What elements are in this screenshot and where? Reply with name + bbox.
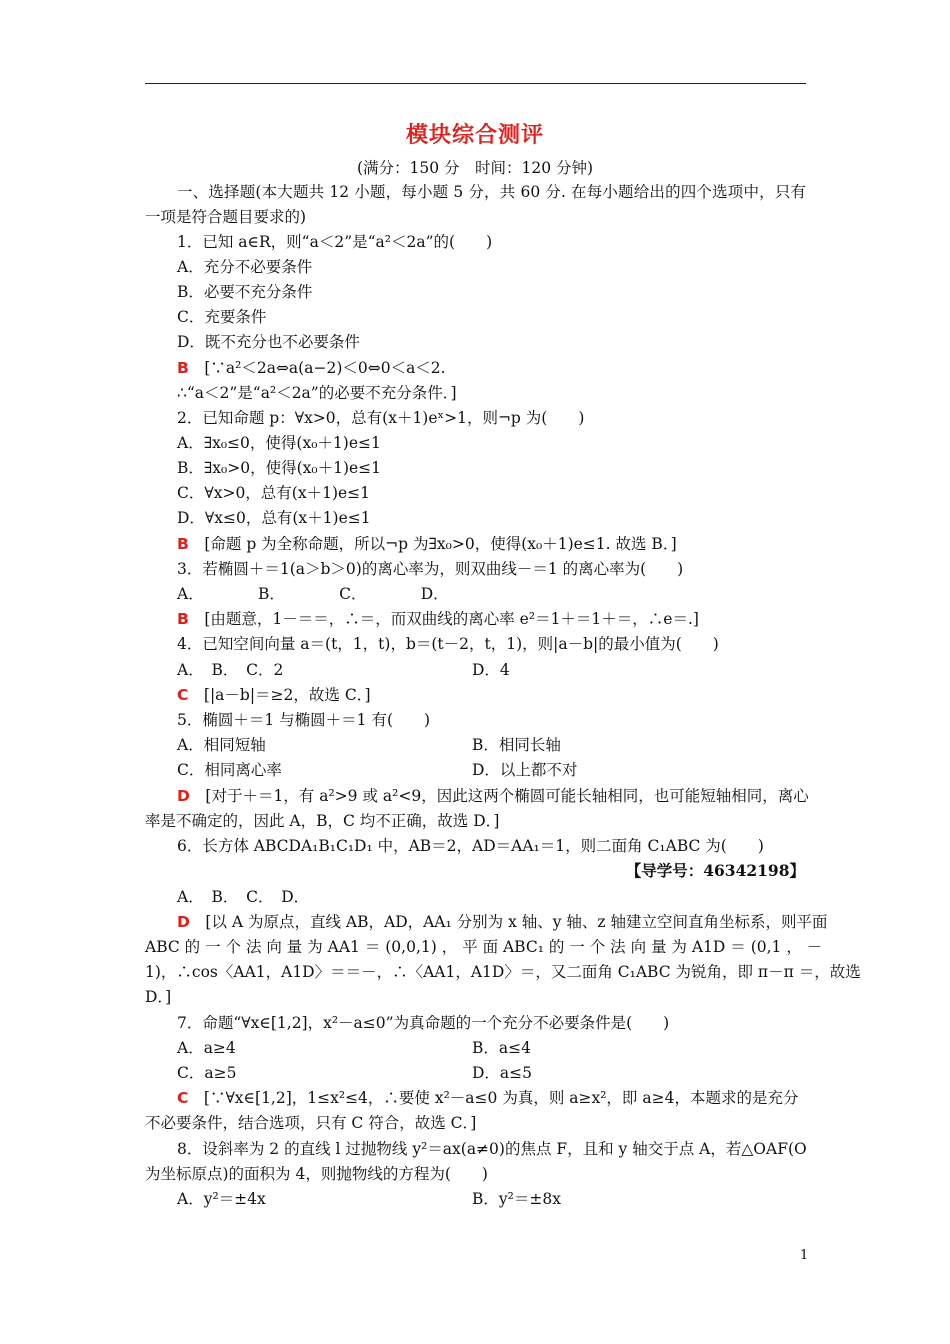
solution-text: [以 A 为原点，直线 AB，AD，AA₁ 分别为 x 轴、y 轴、z 轴建立空间直角坐标系，则平面	[205, 913, 828, 931]
page-title: 模块综合测评	[405, 123, 544, 148]
question-8: 8．设斜率为 2 的直线 l 过抛物线 y²＝ax(a≠0)的焦点 F，且和 y 轴交于点 A，若△OAF(O	[177, 1140, 807, 1158]
q5-option-a: A．相同短轴	[177, 736, 266, 754]
q1-option-b: B．必要不充分条件	[177, 283, 313, 301]
q5-solution	[177, 785, 809, 807]
q2-option-a: A．∃x₀≤0，使得(x₀＋1)e≤1	[177, 434, 381, 452]
solution-text: [|a－b|＝≥2，故选 C．]	[203, 686, 371, 704]
q8-option-a: A．y²＝±4x	[177, 1190, 266, 1208]
section-intro: 一、选择题(本大题共 12 小题，每小题 5 分，共 60 分. 在每小题给出的四个选项中，只有	[177, 183, 806, 201]
q1-solution	[177, 357, 446, 379]
q3-solution	[177, 608, 699, 630]
q2-option-d: D．∀x≤0，总有(x＋1)e≤1	[177, 509, 371, 527]
q4-option-d: D．4	[472, 661, 510, 679]
answer-letter: D	[177, 913, 190, 931]
q5-solution-cont: 率是不确定的，因此 A，B，C 均不正确，故选 D．]	[145, 812, 500, 830]
q1-solution-cont: ∴“a＜2”是“a²＜2a”的必要不充分条件．]	[177, 384, 457, 402]
page-number: 1	[800, 1248, 809, 1263]
solution-text: [命题 p 为全称命题，所以¬p 为∃x₀>0，使得(x₀＋1)e≤1. 故选 B．]	[204, 535, 677, 553]
q1-option-d: D．既不充分也不必要条件	[177, 333, 360, 351]
answer-letter: B	[177, 610, 189, 628]
q4-solution	[177, 684, 371, 706]
q6-solution-cont-1: ABC 的 一 个 法 向 量 为 AA1 ＝ (0,0,1) ， 平 面 ABC₁ 的 一 个 法 向 量 为 A1D ＝ (0,1 ， －	[145, 938, 823, 956]
q6-options: A． B． C． D．	[177, 888, 310, 906]
header-rule	[145, 83, 806, 84]
q7-solution-cont: 不必要条件，结合选项，只有 C 符合，故选 C．]	[145, 1114, 477, 1132]
question-6: 6．长方体 ABCDA₁B₁C₁D₁ 中，AB＝2，AD＝AA₁＝1，则二面角 C₁ABC 为( )	[177, 837, 764, 855]
question-7: 7．命题“∀x∈[1,2]，x²－a≤0”为真命题的一个充分不必要条件是( )	[177, 1014, 670, 1032]
question-2: 2．已知命题 p：∀x>0，总有(x＋1)eˣ>1，则¬p 为( )	[177, 409, 585, 427]
q1-option-a: A．充分不必要条件	[177, 258, 313, 276]
q5-option-c: C．相同离心率	[177, 761, 282, 779]
q3-options: A． B． C． D．	[177, 585, 449, 603]
solution-text: [对于＋＝1，有 a²>9 或 a²<9，因此这两个椭圆可能长轴相同，也可能短轴相同，离心	[205, 787, 809, 805]
section-intro-cont: 一项是符合题目要求的)	[145, 208, 307, 226]
q7-option-d: D．a≤5	[472, 1064, 533, 1082]
answer-letter: B	[177, 359, 189, 377]
solution-text: [∵a²＜2a⇔a(a−2)＜0⇔0＜a＜2.	[204, 359, 446, 377]
q6-solution-cont-2: 1)，∴cos〈AA1，A1D〉＝＝－，∴〈AA1，A1D〉＝，又二面角 C₁ABC 为锐角，即 π－π ＝，故选	[145, 963, 861, 981]
q8-option-b: B．y²＝±8x	[472, 1190, 561, 1208]
q7-solution	[177, 1087, 798, 1109]
q7-option-b: B．a≤4	[472, 1039, 531, 1057]
q5-option-d: D．以上都不对	[472, 761, 578, 779]
q1-option-c: C．充要条件	[177, 308, 267, 326]
q2-option-b: B．∃x₀>0，使得(x₀＋1)e≤1	[177, 459, 382, 477]
q2-solution	[177, 533, 677, 555]
q4-options-abc: A． B． C．2	[177, 661, 284, 679]
q6-solution-cont-3: D．]	[145, 988, 172, 1006]
reference-number: 【导学号：46342198】	[625, 861, 805, 880]
q7-option-c: C．a≥5	[177, 1064, 237, 1082]
question-3: 3．若椭圆＋＝1(a＞b＞0)的离心率为，则双曲线－＝1 的离心率为( )	[177, 560, 684, 578]
answer-letter: B	[177, 535, 189, 553]
question-5: 5．椭圆＋＝1 与椭圆＋＝1 有( )	[177, 711, 431, 729]
q2-option-c: C．∀x>0，总有(x＋1)e≤1	[177, 484, 371, 502]
q5-option-b: B．相同长轴	[472, 736, 561, 754]
page-subtitle: (满分：150 分 时间：120 分钟)	[356, 159, 594, 177]
answer-letter: C	[177, 1089, 189, 1107]
q6-solution	[177, 911, 828, 933]
answer-letter: D	[177, 787, 190, 805]
solution-text: [由题意，1－＝＝，∴＝，而双曲线的离心率 e²＝1＋＝1＋＝，∴e＝.]	[204, 610, 699, 628]
q7-option-a: A．a≥4	[177, 1039, 236, 1057]
question-4: 4．已知空间向量 a＝(t，1，t)，b＝(t－2，t，1)，则|a－b|的最小值为( )	[177, 635, 719, 653]
solution-text: [∵∀x∈[1,2]，1≤x²≤4，∴要使 x²－a≤0 为真，则 a≥x²，即 a≥4，本题求的是充分	[203, 1089, 799, 1107]
question-8-cont: 为坐标原点)的面积为 4，则抛物线的方程为( )	[145, 1165, 488, 1183]
answer-letter: C	[177, 686, 189, 704]
question-1: 1．已知 a∈R，则“a＜2”是“a²＜2a”的( )	[177, 233, 493, 251]
